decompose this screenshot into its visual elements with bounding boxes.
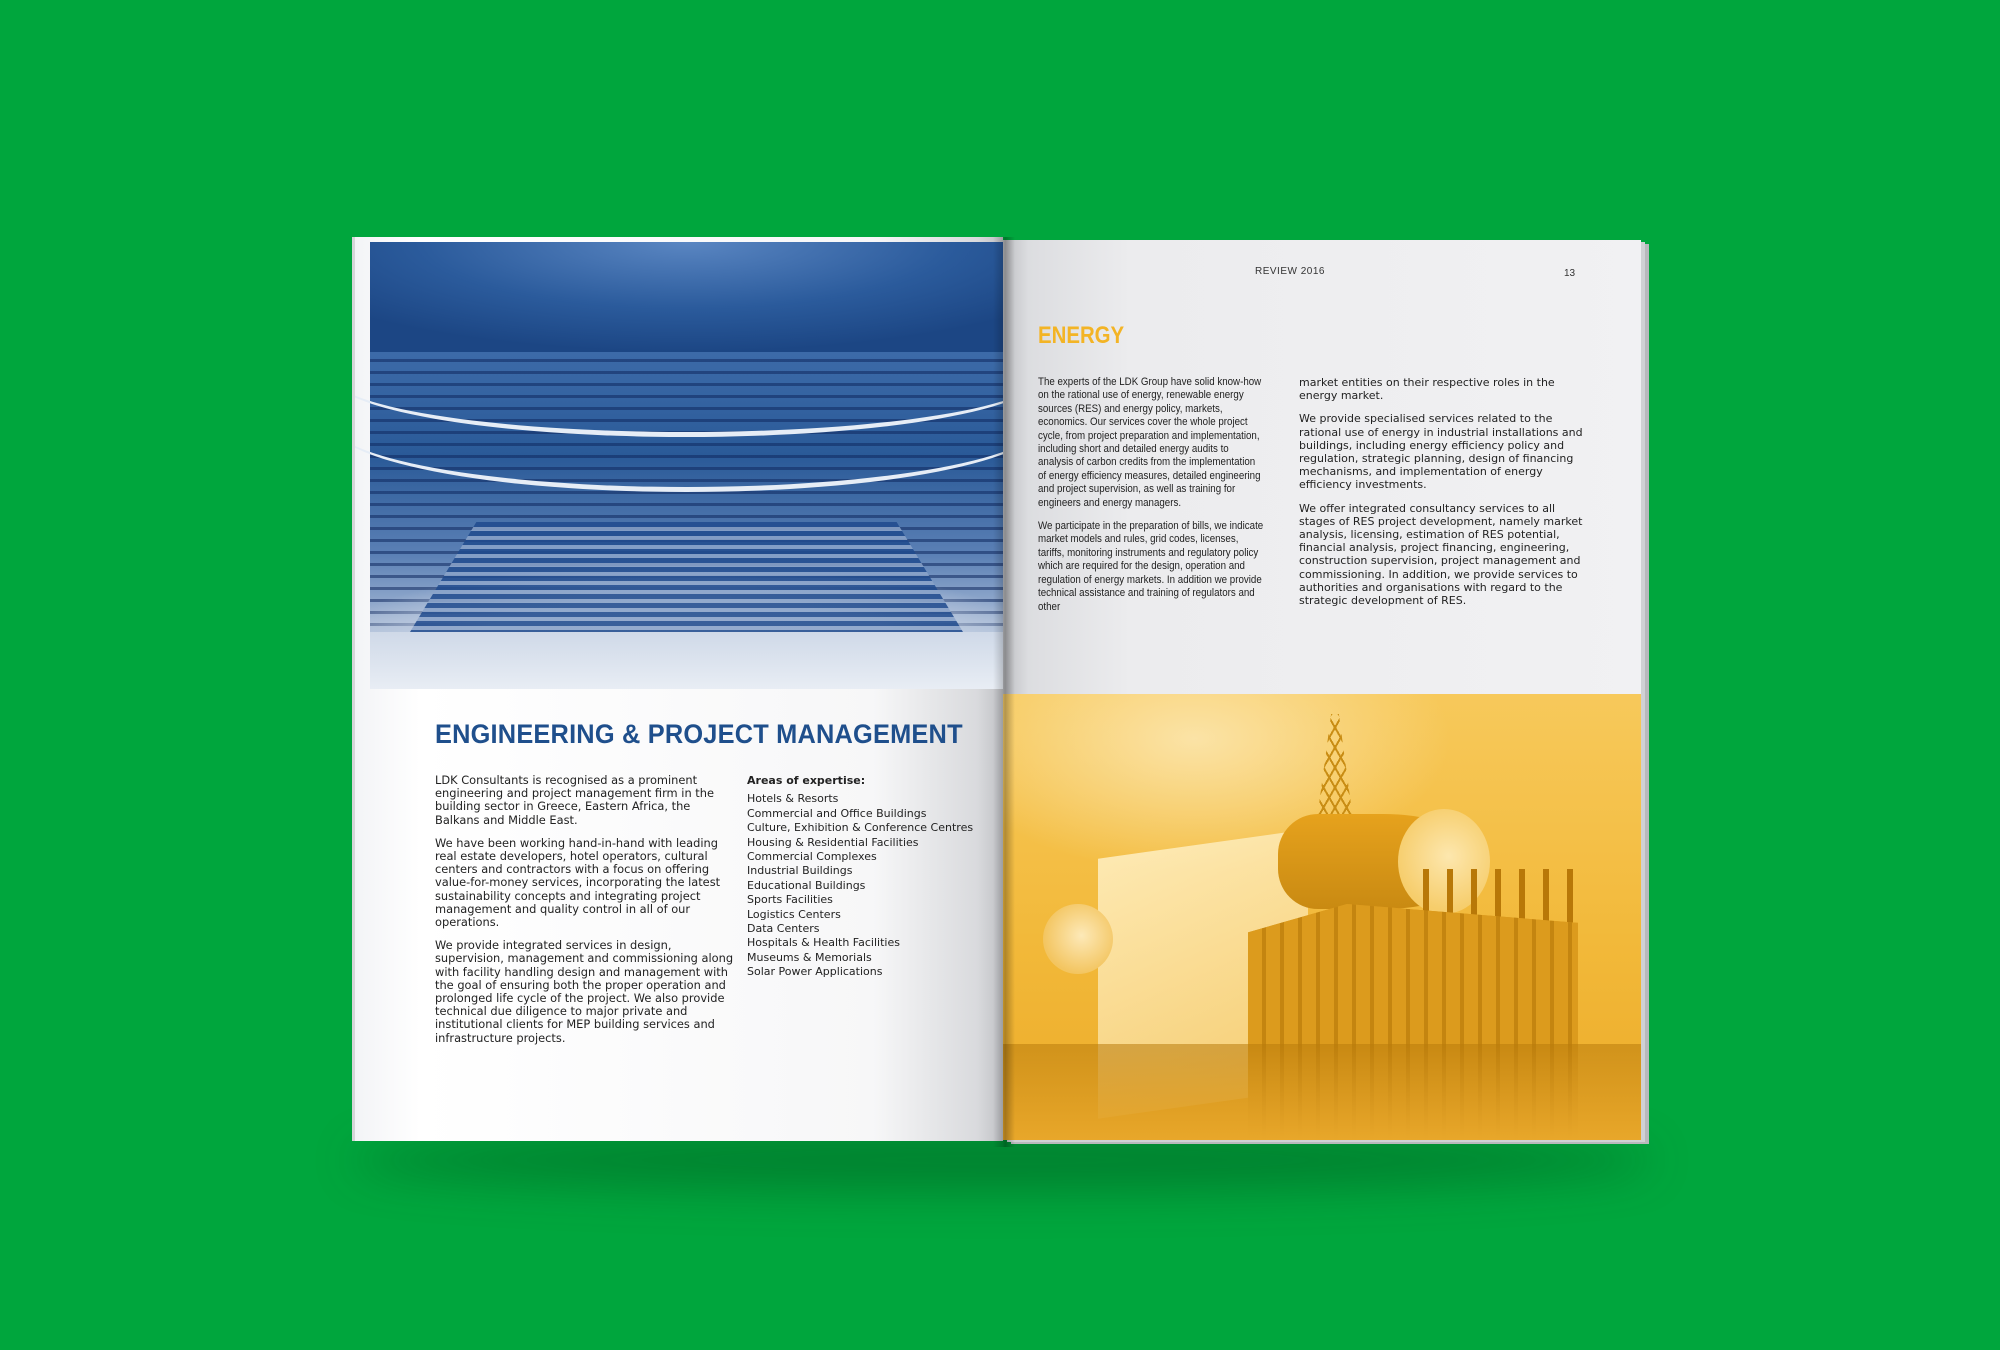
- substation-photo: [1003, 694, 1641, 1140]
- paragraph: We participate in the preparation of bills, we indicate market models and rules, grid codes, licenses, tariffs, monitoring instruments and regulatory policy which are required for the design, operation and regulation of energy markets. In addition we provide technical assistance and training of regulators and other: [1038, 520, 1264, 613]
- list-item: Housing & Residential Facilities: [747, 835, 919, 849]
- engineering-body-text: [435, 774, 735, 1055]
- list-item: Culture, Exhibition & Conference Centres: [747, 821, 974, 835]
- paragraph: We offer integrated consultancy services to all stages of RES project development, namely market analysis, licensing, estimation of RES potential, financial analysis, project financing, engineering, construction supervision, project management and commissioning. In addition, we provide services to authorities and organisations with regard to the strategic development of RES.: [1299, 501, 1583, 608]
- paragraph: market entities on their respective roles in the energy market.: [1299, 376, 1555, 403]
- section-title-energy: ENERGY: [1038, 322, 1125, 349]
- list-item: Museums & Memorials: [747, 950, 872, 964]
- expertise-list: [747, 792, 977, 979]
- photo-floor: [370, 632, 1003, 689]
- list-item: Commercial Complexes: [747, 850, 877, 864]
- right-page: [1003, 240, 1641, 1140]
- open-magazine: [355, 237, 1645, 1152]
- paragraph: We have been working hand-in-hand with leading real estate developers, hotel operators, cultural centers and contractors with a focus on offering value-for-money services, incorporating the latest sustainability concepts and integrating project management and quality control in all of our operations.: [435, 835, 721, 930]
- list-item: Solar Power Applications: [747, 965, 883, 979]
- paragraph: The experts of the LDK Group have solid know-how on the rational use of energy, renewable energy sources (RES) and energy policy, markets, economics. Our services cover the whole project cycle, from project preparation and implementation, including short and detailed energy audits to analysis of carbon credits from the implementation of energy efficiency measures, detailed engineering and project supervision, as well as training for engineers and energy managers.: [1038, 376, 1262, 509]
- photo-small-tank: [1043, 904, 1113, 974]
- running-head: REVIEW 2016: [1255, 266, 1325, 277]
- expertise-heading: Areas of expertise:: [747, 774, 866, 787]
- paragraph: We provide integrated services in design, supervision, management and commissioning along with facility handling design and management with the goal of ensuring both the proper operation and prolonged life cycle of the project. We also provide technical due diligence to major private and institutional clients for MEP building services and infrastructure projects.: [435, 938, 734, 1045]
- photo-ground: [1003, 1044, 1641, 1140]
- list-item: Sports Facilities: [747, 893, 833, 907]
- paragraph: We provide specialised services related to the rational use of energy in industrial installations and buildings, including energy efficiency policy and regulation, strategic planning, design of financing mechanisms, and implementation of energy efficiency investments.: [1299, 412, 1583, 492]
- list-item: Logistics Centers: [747, 907, 841, 921]
- section-title-engineering: ENGINEERING & PROJECT MANAGEMENT: [435, 719, 963, 749]
- page-number: 13: [1564, 268, 1576, 279]
- list-item: Industrial Buildings: [747, 864, 853, 878]
- expertise-list-block: [747, 774, 977, 980]
- photo-balcony-lower: [355, 352, 1003, 492]
- left-page: [355, 237, 1003, 1141]
- photo-seating: [410, 522, 963, 632]
- list-item: Educational Buildings: [747, 878, 866, 892]
- energy-column-2: [1299, 376, 1589, 617]
- list-item: Hotels & Resorts: [747, 792, 839, 806]
- energy-column-1: [1038, 376, 1264, 624]
- list-item: Commercial and Office Buildings: [747, 806, 927, 820]
- list-item: Hospitals & Health Facilities: [747, 936, 900, 950]
- list-item: Data Centers: [747, 922, 820, 936]
- paragraph: LDK Consultants is recognised as a prominent engineering and project management firm in the building sector in Greece, Eastern Africa, the Balkans and Middle East.: [435, 773, 714, 827]
- auditorium-photo: [370, 242, 1003, 689]
